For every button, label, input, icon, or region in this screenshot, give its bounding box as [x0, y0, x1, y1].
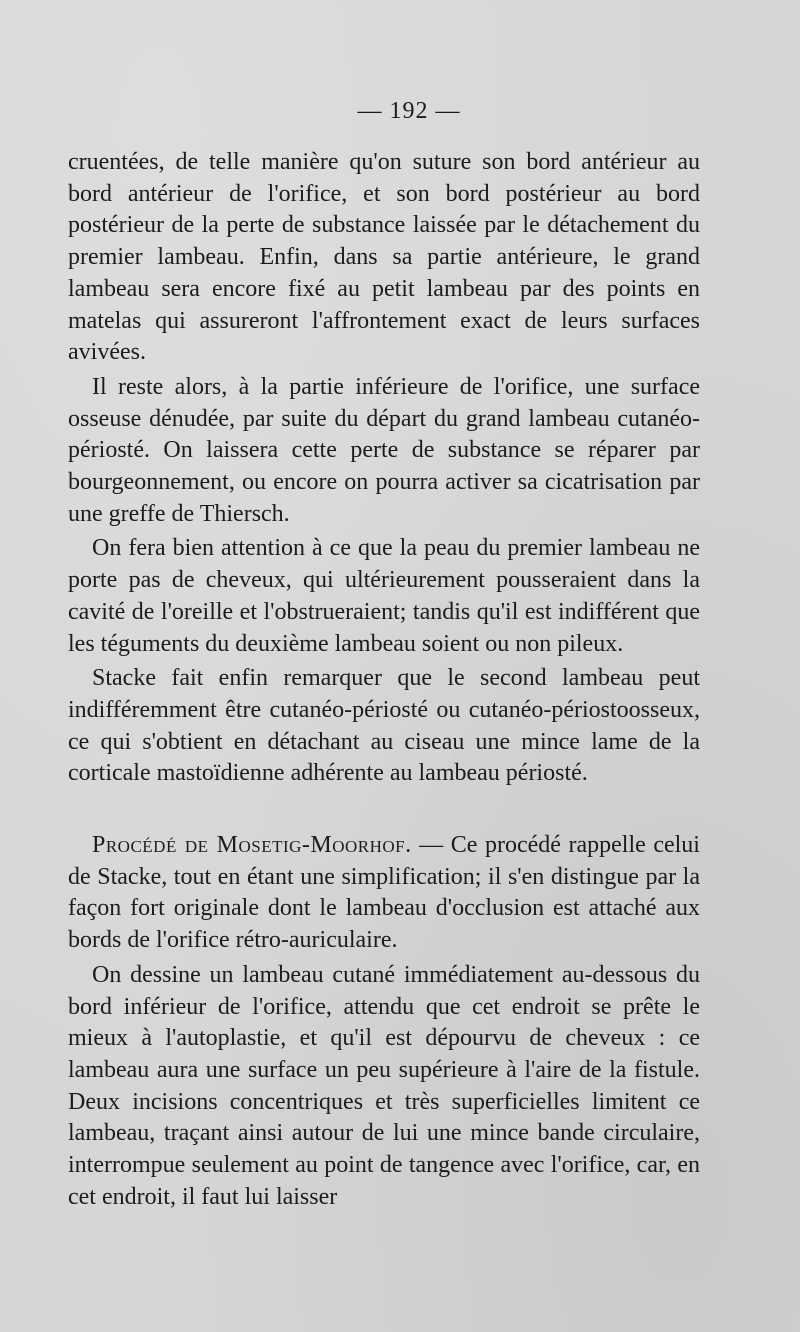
- paragraph-continuation: cruentées, de telle manière qu'on suture son bord antérieur au bord antérieur de l'orifice, et son bord postérieur au bord postérieur de la perte de substance laissée par le détachement du premier lambeau. Enfin, dans sa partie antérieure, le grand lambeau sera encore fixé au petit lambeau par des points en matelas qui assureront l'affrontement exact de leurs surfaces avivées.: [68, 149, 700, 366]
- paragraph-hair-note: On fera bien attention à ce que la peau du premier lambeau ne porte pas de cheveux, qui ultérieurement pousseraient dans la cavité de l'oreille et l'obstrueraient; tandis qu'il est indifférent que les téguments du deuxième lambeau soient ou non pileux.: [68, 535, 700, 657]
- paragraph-bone-surface: Il reste alors, à la partie inférieure de l'orifice, une surface osseuse dénudée, par suite du départ du grand lambeau cutanéo-périosté. On laissera cette perte de substance se réparer par bourgeonnement, ou encore on pourra activer sa cicatrisation par une greffe de Thiersch.: [68, 373, 700, 527]
- paragraph-flap-drawing: On dessine un lambeau cutané immédiatement au-dessous du bord inférieur de l'orifice, attendu que cet endroit se prête le mieux à l'autoplastie, et qu'il est dépourvu de cheveux : ce lambeau aura une surface un peu supérieure à l'aire de la fistule. Deux incisions concentriques et très superficielles limitent ce lambeau, traçant ainsi autour de lui une mince bande circulaire, interrompue seulement au point de tangence avec l'orifice, car, en cet endroit, il faut lui laisser: [68, 961, 700, 1210]
- page-number: — 192 —: [357, 98, 461, 124]
- page-content: [68, 98, 700, 1298]
- section-heading-text: — Ce procédé rappelle celui de Stacke, tout en étant une simplification; il s'en distingue par la façon fort originale dont le lambeau d'occlusion est attaché aux bords de l'orifice rétro-auriculaire.: [68, 832, 700, 954]
- paragraph-stacke-remark: Stacke fait enfin remarquer que le second lambeau peut indifféremment être cutanéo-périosté ou cutanéo-périostoosseux, ce qui s'obtient en détachant au ciseau une mince lame de la corticale mastoïdienne adhérente au lambeau périosté.: [68, 665, 700, 787]
- section-mosetig-moorhof: [68, 830, 700, 957]
- section-heading: Procédé de Mosetig-Moorhof.: [92, 832, 412, 859]
